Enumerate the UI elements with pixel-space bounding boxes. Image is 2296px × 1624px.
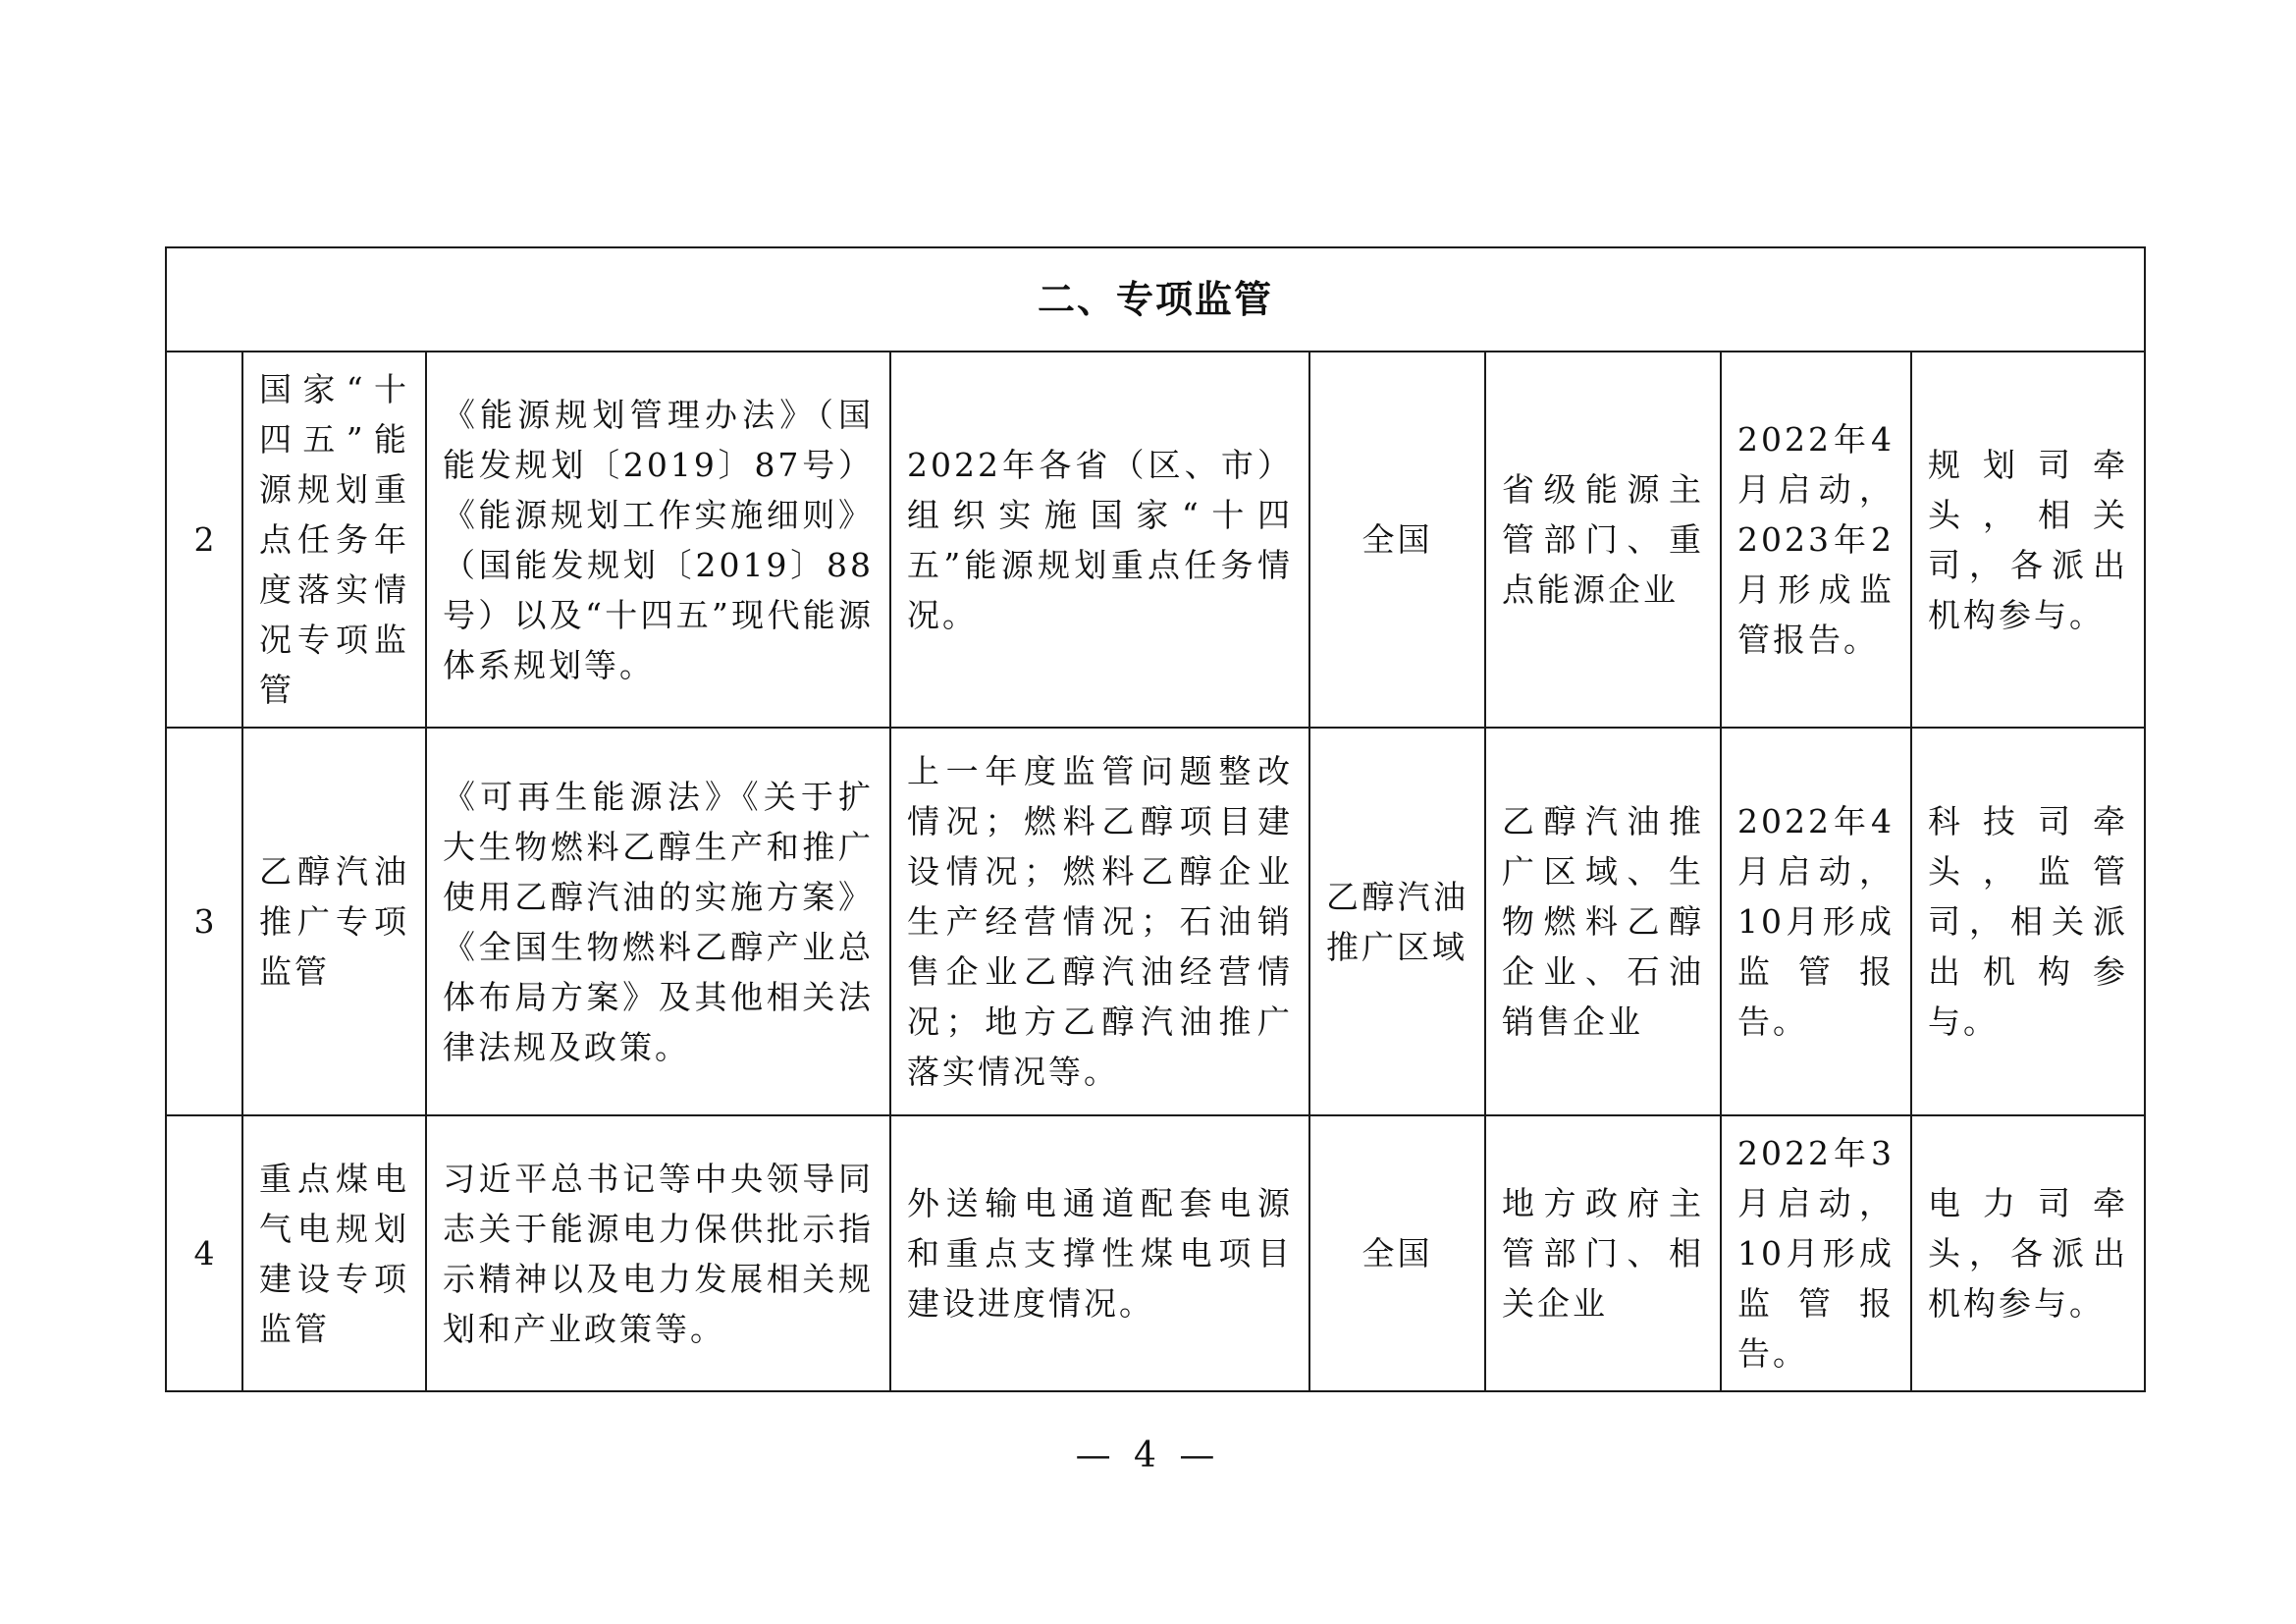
task-content: 2022年各省（区、市）组织实施国家“十四五”能源规划重点任务情况。 bbox=[890, 352, 1309, 728]
task-responsible: 科技司牵头，监管司，相关派出机构参与。 bbox=[1911, 728, 2145, 1115]
task-basis: 习近平总书记等中央领导同志关于能源电力保供批示指示精神以及电力发展相关规划和产业政策等。 bbox=[426, 1115, 890, 1391]
task-name: 国家“十四五”能源规划重点任务年度落实情况专项监管 bbox=[242, 352, 426, 728]
task-basis: 《可再生能源法》《关于扩大生物燃料乙醇生产和推广使用乙醇汽油的实施方案》《全国生物燃料乙醇产业总体布局方案》及其他相关法律法规及政策。 bbox=[426, 728, 890, 1115]
task-name: 重点煤电气电规划建设专项监管 bbox=[242, 1115, 426, 1391]
task-name: 乙醇汽油推广专项监管 bbox=[242, 728, 426, 1115]
task-schedule: 2022年4月启动，2023年2月形成监管报告。 bbox=[1721, 352, 1911, 728]
task-basis: 《能源规划管理办法》（国能发规划〔2019〕87号）《能源规划工作实施细则》（国能发规划〔2019〕88号）以及“十四五”现代能源体系规划等。 bbox=[426, 352, 890, 728]
table-row bbox=[166, 728, 2145, 1115]
task-responsible: 电力司牵头，各派出机构参与。 bbox=[1911, 1115, 2145, 1391]
task-responsible: 规划司牵头，相关司，各派出机构参与。 bbox=[1911, 352, 2145, 728]
task-content: 外送输电通道配套电源和重点支撑性煤电项目建设进度情况。 bbox=[890, 1115, 1309, 1391]
row-number: 4 bbox=[166, 1115, 242, 1391]
task-scope: 全国 bbox=[1309, 352, 1485, 728]
task-content: 上一年度监管问题整改情况；燃料乙醇项目建设情况；燃料乙醇企业生产经营情况；石油销售企业乙醇汽油经营情况；地方乙醇汽油推广落实情况等。 bbox=[890, 728, 1309, 1115]
task-schedule: 2022年4月启动，10月形成监管报告。 bbox=[1721, 728, 1911, 1115]
task-schedule: 2022年3月启动，10月形成监管报告。 bbox=[1721, 1115, 1911, 1391]
section-title: 二、专项监管 bbox=[166, 247, 2145, 352]
supervision-table bbox=[165, 246, 2146, 1392]
row-number: 3 bbox=[166, 728, 242, 1115]
table-row bbox=[166, 1115, 2145, 1391]
task-targets: 乙醇汽油推广区域、生物燃料乙醇企业、石油销售企业 bbox=[1485, 728, 1721, 1115]
section-header-row bbox=[166, 247, 2145, 352]
task-scope: 全国 bbox=[1309, 1115, 1485, 1391]
task-targets: 省级能源主管部门、重点能源企业 bbox=[1485, 352, 1721, 728]
row-number: 2 bbox=[166, 352, 242, 728]
page-number: — 4 — bbox=[1075, 1435, 1221, 1476]
task-scope: 乙醇汽油推广区域 bbox=[1309, 728, 1485, 1115]
task-targets: 地方政府主管部门、相关企业 bbox=[1485, 1115, 1721, 1391]
table-row bbox=[166, 352, 2145, 728]
